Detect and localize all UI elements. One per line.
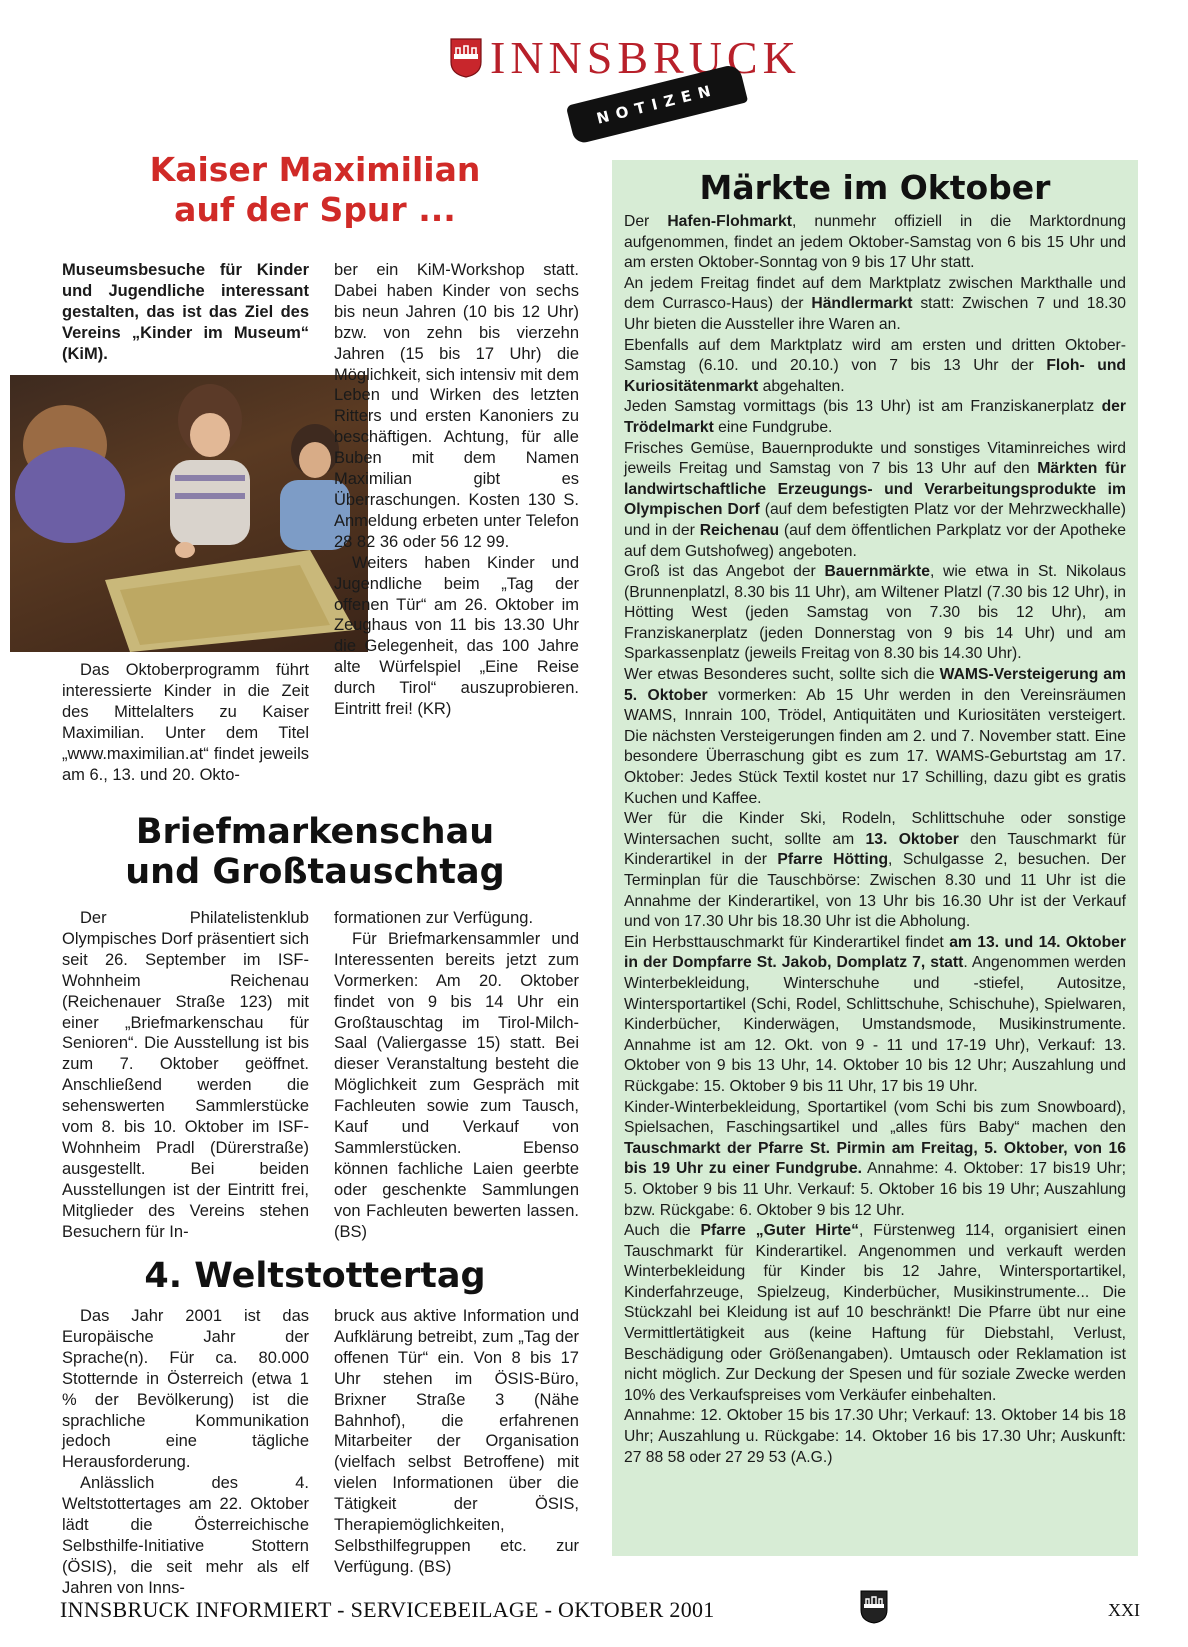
text: An jedem Freitag findet auf dem Marktplatz zwischen Markthalle und dem Currasco-Haus) der — [624, 274, 1126, 313]
highlight: Tauschmarkt der Pfarre St. Pirmin am Freitag, 5. Oktober, von 16 bis 19 Uhr zu einer Fundgrube. — [624, 1139, 1126, 1178]
masthead-subtitle: NOTIZEN — [566, 63, 748, 145]
masthead — [450, 32, 801, 132]
brief-headline — [80, 812, 550, 892]
kim-right-column — [334, 260, 579, 720]
text: , nunmehr offiziell in die Marktordnung aufgenommen, findet an jedem Oktober-Samstag von 6 bis 15 Uhr und am ersten Oktober-Sonntag von 9 bis 17 Uhr statt. — [624, 213, 1126, 272]
text: den Tauschmarkt für Kinderartikel in der — [624, 830, 1126, 869]
text: , Fürstenweg 114, organisiert einen Tauschmarkt für Kinderartikel. Angenommen und verkauft werden Winterbekleidung für Kinder bis 12 Jahre, Wintersportartikel, Kinderfahrzeuge, Spielzeug, Kinderbücher, Musikinstrumente... Die Stückzahl bei Kleidung ist auf 10 beschränkt! Die Pfarre übt nur eine Vermittlertätigkeit aus (keine Haftung für Diebstahl, Verlust, Beschädigung oder Größenangaben). Umtausch oder Reklamation ist nicht möglich. Zur Deckung der Spesen und für soziale Zwecke werden 10% des Verkaufspreises vom Verkäufer einbehalten. — [624, 1222, 1126, 1404]
maerkte-headline: Märkte im Oktober — [699, 168, 1051, 207]
text: (auf dem befestigten Platz vor der Mehrzweckhalle) und in der — [624, 501, 1126, 539]
kim-right-paragraph-1: ber ein KiM-Workshop statt. Dabei haben Kinder von sechs bis neun Jahren (10 bis 12 Uhr) bzw. von zehn bis vierzehn Jahren (15 bis 17 Uhr) die Möglichkeit, sich intensiv mit dem Leben und Wirken des letzten Ritters und ersten Kanoniers zu beschäftigen. Achtung, für alle Buben mit dem Namen Maximilian gibt es Überraschungen. Kosten 130 S. Anmeldung erbeten unter Telefon 28 82 36 oder 56 12 99. — [334, 261, 579, 551]
text: vormerken: Ab 15 Uhr werden in den Vereinsräumen WAMS, Innrain 100, Trödel, Antiquitäten und Kuriositäten versteigert. Die nächsten Versteigerungen finden am 2. und 7. November statt. Eine besondere Überraschung gibt es zum 17. WAMS-Geburtstag am 17. Oktober: Jedes Stück Textil kostet nur 17 Schilling, dazu gibt es gratis Kuchen und Kaffee. — [624, 686, 1126, 807]
maerkte-paragraph-haendler — [624, 274, 1126, 336]
text: Frisches Gemüse, Bauernprodukte und sonstiges Vitaminreiches wird jeweils Freitag und Samstag von 7 bis 13 Uhr auf den — [624, 439, 1126, 478]
page-footer: INNSBRUCK INFORMIERT - SERVICEBEILAGE - OKTOBER 2001 — [60, 1597, 715, 1622]
maerkte-paragraph-troedel — [624, 397, 1126, 438]
kim-left-column — [62, 260, 309, 365]
highlight: Märkten für landwirtschaftliche Erzeugungs- und Verarbeitungsprodukte im Olympischen Dorf — [624, 460, 1126, 519]
brief-headline-line2: und Großtauschtag — [125, 852, 505, 892]
kim-headline-line1: Kaiser Maximilian — [149, 150, 481, 189]
text: . Angenommen werden Winterbekleidung, Winterschuhe und -stiefel, Autositze, Wintersportartikel (Schi, Rodel, Schlittschuhe, Schischuhe), Spielwaren, Kinderbücher, Kinderwägen, Umstandsmode, Musikinstrumente. Annahme ist am 12. Okt. von 9 - 11 und 17-19 Uhr), Verkauf: 13. Oktober von 9 bis 13 Uhr, 14. Oktober 10 bis 12 Uhr; Auszahlung und Rückgabe: 15. Oktober 9 bis 11 Uhr, 17 bis 19 Uhr. — [624, 954, 1126, 1095]
maerkte-paragraph-floh — [624, 336, 1126, 398]
brief-headline-line1: Briefmarkenschau — [135, 812, 495, 852]
brief-left-column — [62, 908, 309, 1243]
text: Ebenfalls auf dem Marktplatz wird am ersten und dritten Oktober-Samstag (6.10. und 20.10.) von 7 bis 13 Uhr der — [624, 336, 1126, 375]
kim-right-paragraph-2: Weiters haben Kinder und Jugendliche beim „Tag der offenen Tür“ am 26. Oktober im Zeughaus von 11 bis 13.30 Uhr die Gelegenheit, das 100 Jahre alte Würfelspiel „Eine Reise durch Tirol“ auszuprobieren. Eintritt frei! (KR) — [334, 553, 579, 719]
brief-right-column — [334, 908, 579, 1243]
maerkte-paragraph-bauernmaerkte — [624, 562, 1126, 665]
kim-headline-line2: auf der Spur ... — [174, 190, 456, 229]
kim-lead: Museumsbesuche für Kinder und Jugendliche interessant gestalten, das ist das Ziel des Vereins „Kinder im Museum“ (KiM). — [62, 261, 309, 363]
stotter-left-column — [62, 1306, 309, 1599]
stotter-left-paragraph-2: Anlässlich des 4. Weltstottertages am 22. Oktober lädt die Österreichische Selbsthilfe-Initiative Stottern (ÖSIS), die seit mehr als elf Jahren von Inns- — [62, 1474, 309, 1597]
stotter-left-paragraph-1: Das Jahr 2001 ist das Europäische Jahr der Sprache(n). Für ca. 80.000 Stotternde in Österreich (etwa 1 % der Bevölkerung) ist die sprachliche Kommunikation jedoch eine tägliche Herausforderung. — [62, 1307, 309, 1472]
text: Auch die — [624, 1222, 701, 1240]
maerkte-box — [612, 160, 1138, 1556]
highlight: Reichenau — [699, 521, 780, 539]
text: statt: Zwischen 7 und 18.30 Uhr bieten die Aussteller ihre Waren an. — [624, 295, 1126, 333]
city-crest-icon — [450, 38, 482, 78]
highlight: Floh- und Kuriositätenmarkt — [624, 357, 1127, 395]
maerkte-paragraph-hoetting — [624, 809, 1126, 933]
maerkte-paragraph-guter-hirte — [624, 1221, 1126, 1406]
highlight: am 13. und 14. Oktober in der Dompfarre St. Jakob, Domplatz 7, statt — [624, 933, 1126, 972]
maerkte-paragraph-termine: Annahme: 12. Oktober 15 bis 17.30 Uhr; Verkauf: 13. Oktober 14 bis 18 Uhr; Auszahlung u. Rückgabe: 14. Oktober 16 bis 17.30 Uhr; Auskunft: 27 88 58 oder 27 29 53 (A.G.) — [624, 1407, 1126, 1466]
text: Ein Herbsttauschmarkt für Kinderartikel findet — [624, 933, 950, 951]
article-photo-children-board-game — [10, 375, 368, 652]
highlight: Pfarre Hötting — [777, 851, 889, 869]
city-crest-icon — [860, 1590, 888, 1624]
kim-left-column-body — [62, 660, 309, 785]
stotter-right-column — [334, 1306, 579, 1578]
text: , wie etwa in St. Nikolaus (Brunnenplatzl, 8.30 bis 11 Uhr), am Wiltener Platzl (7.30 bis 12 Uhr), in Hötting West (jeden Samstag von 7.30 bis 12 Uhr), am Franziskanerplatz (jeden Donnerstag von 9 bis 14 Uhr) und am Sparkassenplatz (jeweils Freitag von 8.30 bis 14.30 Uhr). — [624, 563, 1126, 663]
text: Wer etwas Besonderes sucht, sollte sich die — [624, 666, 940, 684]
text: Jeden Samstag vormittags (bis 13 Uhr) ist am Franziskanerplatz — [624, 398, 1102, 416]
masthead-brand: INNSBRUCK — [490, 32, 801, 83]
brief-right-paragraph-1: formationen zur Verfügung. — [334, 909, 534, 927]
maerkte-body — [624, 212, 1126, 1468]
maerkte-paragraph-dompfarre — [624, 933, 1126, 1098]
text: Annahme: 4. Oktober: 17 bis19 Uhr; 5. Oktober 9 bis 11 Uhr. Verkauf: 5. Oktober 16 bis 19 Uhr; Auszahlung bzw. Rückgabe: 6. Oktober 9 bis 12 Uhr. — [624, 1160, 1126, 1219]
maerkte-paragraph-hafen — [624, 212, 1126, 274]
brief-right-paragraph-2: Für Briefmarkensammler und Interessenten bereits jetzt zum Vormerken: Am 20. Oktober findet von 9 bis 14 Uhr ein Großtauschtag im Tirol-Milch-Saal (Valiergasse 15) statt. Bei dieser Veranstaltung besteht die Möglichkeit zum Gespräch mit Fachleuten sowie zum Tausch, Kauf und Verkauf von Sammlerstücken. Ebenso können fachliche Laien geerbte oder geschenkte Sammlungen von Fachleuten bewerten lassen. (BS) — [334, 929, 579, 1241]
page-number: XXI — [1108, 1600, 1140, 1620]
maerkte-paragraph-landwirtschaft — [624, 439, 1126, 563]
text: (auf dem öffentlichen Parkplatz vor der Apotheke auf dem Gutshofweg) angeboten. — [624, 521, 1126, 560]
highlight: Pfarre „Guter Hirte“ — [700, 1222, 859, 1240]
maerkte-paragraph-pirmin — [624, 1098, 1126, 1222]
text: Der — [624, 213, 668, 230]
stotter-right-paragraph: bruck aus aktive Information und Aufklärung betreibt, zum „Tag der offenen Tür“ ein. Von 8 bis 17 Uhr stehen im ÖSIS-Büro, Brixner Straße 3 (Nähe Bahnhof), die erfahrenen Mitarbeiter der Organisation (vielfach selbst Betroffene) mit vielen Informationen über die Tätigkeit der ÖSIS, Therapiemöglichkeiten, Selbsthilfegruppen etc. zur Verfügung. (BS) — [334, 1307, 579, 1576]
highlight: der Trödelmarkt — [624, 398, 1126, 436]
stotter-headline: 4. Weltstottertag — [144, 1256, 486, 1296]
text: Wer für die Kinder Ski, Rodeln, Schlittschuhe oder sonstige Wintersachen sucht, sollte am — [624, 810, 1126, 848]
text: , Schulgasse 2, besuchen. Der Terminplan für die Tauschbörse: Zwischen 8.30 und 11 Uhr ist die Annahme der Kinderartikel, von 13 Uhr bis 16.30 Uhr ist der Verkauf und von 17.30 Uhr bis 18.30 Uhr ist die Abholung. — [624, 851, 1126, 931]
kim-left-paragraph: Das Oktoberprogramm führt interessierte Kinder in die Zeit des Mittelalters zu Kaiser Maximilian. Unter dem Titel „www.maximilian.at“ findet jeweils am 6., 13. und 20. Okto- — [62, 661, 309, 784]
highlight: WAMS-Versteigerung am 5. Oktober — [624, 666, 1126, 704]
highlight: 13. Oktober — [865, 830, 959, 848]
maerkte-paragraph-wams — [624, 665, 1126, 809]
highlight: Hafen-Flohmarkt — [667, 213, 792, 230]
text: eine Fundgrube. — [713, 418, 833, 436]
highlight: Bauernmärkte — [824, 563, 930, 581]
highlight: Händlermarkt — [811, 295, 913, 313]
text: Kinder-Winterbekleidung, Sportartikel (vom Schi bis zum Snowboard), Spielsachen, Faschingsartikel und „alles fürs Baby“ machen den — [624, 1098, 1126, 1137]
text: Groß ist das Angebot der — [624, 563, 825, 581]
brief-left-paragraph: Der Philatelistenklub Olympisches Dorf präsentiert sich seit 26. September im ISF-Wohnheim Reichenau (Reichenauer Straße 123) mit einer „Briefmarkenschau für Senioren“. Die Ausstellung ist bis zum 7. Oktober geöffnet. Anschließend werden die sehenswerten Sammlerstücke vom 8. bis 10. Oktober im ISF-Wohnheim Pradl (Dürerstraße) ausgestellt. Bei beiden Ausstellungen ist der Eintritt frei, Mitglieder des Vereins stehen Besuchern für In- — [62, 909, 309, 1241]
text: abgehalten. — [758, 377, 845, 395]
kim-headline — [80, 150, 550, 230]
